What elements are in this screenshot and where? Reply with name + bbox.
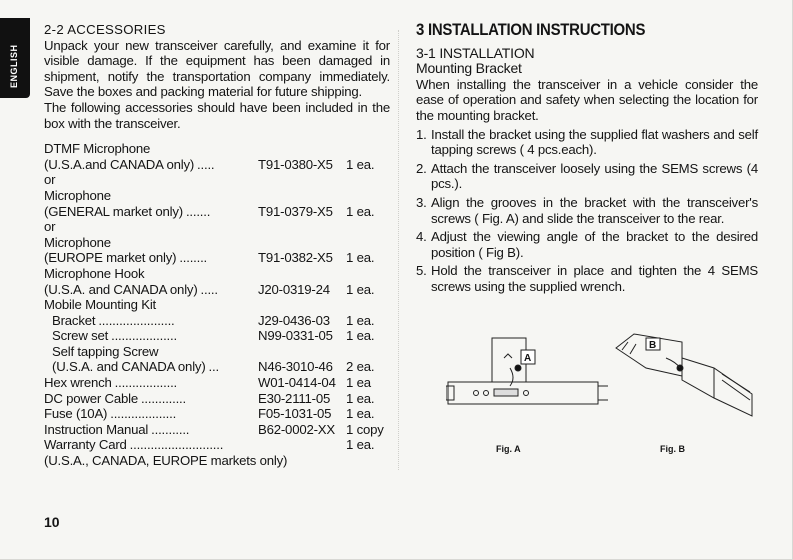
- quantity: 1 ea.: [346, 312, 375, 328]
- accessory-label: DC power Cable: [44, 390, 138, 406]
- accessory-label: Bracket: [52, 312, 96, 328]
- accessory-row: [44, 313, 390, 329]
- step-number: 1.: [416, 126, 427, 142]
- accessory-label: (U.S.A., CANADA, EUROPE markets only): [44, 453, 288, 469]
- accessory-row: [44, 235, 390, 251]
- mounting-bracket-heading: Mounting Bracket: [416, 60, 522, 77]
- part-number: T91-0380-X5: [258, 156, 333, 172]
- accessory-row: [44, 266, 390, 282]
- step-number: 4.: [416, 229, 427, 245]
- leader-dots: ...................: [110, 406, 177, 422]
- quantity: 1 ea.: [346, 406, 375, 422]
- part-number: J29-0436-03: [258, 312, 330, 328]
- quantity: 1 ea.: [346, 250, 375, 266]
- quantity: 1 ea.: [346, 203, 375, 219]
- figure-b-caption: Fig. B: [660, 444, 685, 454]
- part-number: F05-1031-05: [258, 406, 332, 422]
- installation-step: [416, 229, 758, 260]
- quantity: 1 ea.: [346, 156, 375, 172]
- quantity: 1 ea.: [346, 281, 375, 297]
- leader-dots: .....: [200, 281, 218, 297]
- included-paragraph: The following accessories should have been included in the box with the transceiver.: [44, 99, 390, 131]
- leader-dots: ...........: [151, 421, 190, 437]
- accessory-row: [44, 282, 390, 298]
- accessory-row: [44, 172, 390, 188]
- part-number: T91-0382-X5: [258, 250, 333, 266]
- part-number: E30-2111-05: [258, 390, 331, 406]
- leader-dots: .....: [197, 156, 215, 172]
- figure-b-drawing: [616, 334, 752, 416]
- accessory-label: Instruction Manual: [44, 421, 149, 437]
- language-tab: [0, 18, 30, 98]
- quantity: 2 ea.: [346, 359, 375, 375]
- accessories-list: [44, 141, 390, 468]
- part-number: J20-0319-24: [258, 281, 330, 297]
- accessory-label: Hex wrench: [44, 375, 112, 391]
- accessory-label: (U.S.A.and CANADA only): [44, 156, 195, 172]
- part-number: W01-0414-04: [258, 375, 336, 391]
- step-text: Adjust the viewing angle of the bracket to the desired position ( Fig B).: [431, 229, 758, 260]
- accessory-label: or: [44, 172, 56, 188]
- accessory-label: Microphone: [44, 187, 111, 203]
- accessory-label: (GENERAL market only): [44, 203, 183, 219]
- accessory-label: or: [44, 219, 56, 235]
- mounting-intro: When installing the transceiver in a vehicle consider the ease of operation and safety when selecting the location for the mounting bracket.: [416, 76, 758, 123]
- accessory-row: [44, 297, 390, 313]
- leader-dots: ...: [208, 359, 219, 375]
- step-text: Align the grooves in the bracket with the transceiver's screws ( Fig. A) and slide the transceiver to the rear.: [431, 194, 758, 226]
- accessories-section: [44, 22, 390, 469]
- quantity: 1 copy: [346, 421, 384, 437]
- figure-a-front-knob: [446, 386, 454, 400]
- installation-step: [416, 127, 758, 158]
- accessory-label: Warranty Card: [44, 437, 127, 453]
- step-number: 3.: [416, 194, 427, 210]
- quantity: 1 ea.: [346, 437, 375, 453]
- column-gutter: [398, 30, 399, 470]
- step-number: 5.: [416, 263, 427, 279]
- step-number: 2.: [416, 160, 427, 176]
- accessory-label: Self tapping Screw: [52, 343, 159, 359]
- step-text: Install the bracket using the supplied flat washers and self tapping screws ( 4 pcs.each).: [431, 126, 758, 158]
- leader-dots: ......................: [98, 312, 175, 328]
- accessory-row: [44, 422, 390, 438]
- bracket-figures-drawing: [446, 328, 766, 468]
- quantity: 1 ea.: [346, 390, 375, 406]
- leader-dots: ..................: [114, 375, 177, 391]
- step-text: Hold the transceiver in place and tighten the 4 SEMS screws using the supplied wrench.: [431, 263, 758, 294]
- accessory-row: [44, 344, 390, 360]
- installation-section: [416, 22, 758, 298]
- figure-a-drawing: [446, 338, 608, 404]
- accessory-row: [44, 157, 390, 173]
- part-number: B62-0002-XX: [258, 421, 335, 437]
- accessory-label: DTMF Microphone: [44, 141, 151, 157]
- figure-a-callout: A: [524, 353, 532, 364]
- figures-area: [446, 328, 766, 468]
- quantity: 1 ea.: [346, 328, 375, 344]
- accessory-label: Screw set: [52, 328, 109, 344]
- accessory-row: [44, 328, 390, 344]
- accessory-row: [44, 188, 390, 204]
- language-tab-label: ENGLISH: [9, 44, 19, 88]
- unpack-paragraph: Unpack your new transceiver carefully, and examine it for visible damage. If the equipment has been damaged in shipment, notify the transportation company immediately. Save the boxes and packing material for future shipping.: [44, 37, 390, 100]
- accessory-row: [44, 359, 390, 375]
- figure-a-caption: Fig. A: [496, 444, 521, 454]
- leader-dots: ........: [179, 250, 208, 266]
- step-text: Attach the transceiver loosely using the SEMS screws (4 pcs.).: [431, 160, 758, 192]
- accessory-label: (U.S.A. and CANADA only): [52, 359, 206, 375]
- figure-a-screw: [515, 365, 521, 371]
- accessory-row: [44, 141, 390, 157]
- installation-step: [416, 161, 758, 192]
- accessory-label: (U.S.A. and CANADA only): [44, 281, 198, 297]
- accessory-row: [44, 219, 390, 235]
- installation-step: [416, 195, 758, 226]
- leader-dots: ...................: [111, 328, 177, 344]
- installation-steps: [416, 127, 758, 295]
- figure-b-callout: B: [649, 340, 657, 351]
- installation-step: [416, 263, 758, 294]
- accessory-row: [44, 250, 390, 266]
- part-number: N46-3010-46: [258, 359, 333, 375]
- accessory-row: [44, 453, 390, 469]
- accessory-row: [44, 406, 390, 422]
- page-number: 10: [44, 514, 60, 530]
- accessory-row: [44, 204, 390, 220]
- accessory-row: [44, 375, 390, 391]
- leader-dots: ...........................: [129, 437, 224, 453]
- accessory-row: [44, 437, 390, 453]
- quantity: 1 ea: [346, 375, 371, 391]
- part-number: T91-0379-X5: [258, 203, 333, 219]
- installation-subtitle: 3-1 INSTALLATION: [416, 44, 535, 61]
- accessories-heading: 2-2 ACCESSORIES: [44, 22, 166, 37]
- accessory-label: Mobile Mounting Kit: [44, 297, 157, 313]
- accessory-label: (EUROPE market only): [44, 250, 177, 266]
- accessory-row: [44, 391, 390, 407]
- accessory-label: Fuse (10A): [44, 406, 108, 422]
- part-number: N99-0331-05: [258, 328, 333, 344]
- leader-dots: .......: [185, 203, 211, 219]
- installation-title: 3 INSTALLATION INSTRUCTIONS: [416, 20, 646, 39]
- accessory-label: Microphone Hook: [44, 265, 145, 281]
- accessory-label: Microphone: [44, 234, 111, 250]
- leader-dots: .............: [140, 390, 186, 406]
